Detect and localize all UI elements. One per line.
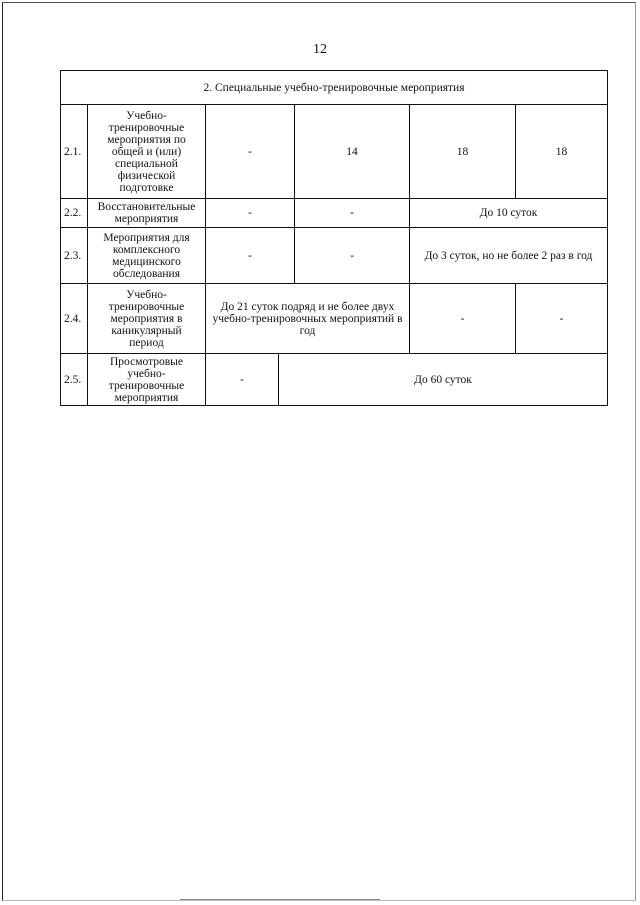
row-name: Просмотровые учебно-тренировочные мероприятия (88, 354, 206, 406)
table-row (61, 284, 608, 354)
row-number: 2.5. (61, 354, 88, 406)
row-name: Восстановительные мероприятия (88, 199, 206, 228)
cell-value: - (206, 105, 295, 199)
cell-value: - (206, 228, 295, 284)
section-header-row (61, 71, 608, 105)
bottom-edge-line (180, 899, 380, 900)
cell-value: До 21 суток подряд и не более двух учебно-тренировочных мероприятий в год (206, 284, 410, 354)
cell-value: 18 (410, 105, 516, 199)
cell-value: - (206, 354, 279, 406)
cell-value: - (410, 284, 516, 354)
cell-value: - (516, 284, 608, 354)
row-number: 2.4. (61, 284, 88, 354)
cell-value: 18 (516, 105, 608, 199)
row-number: 2.1. (61, 105, 88, 199)
cell-value: - (295, 228, 410, 284)
training-events-table (60, 70, 608, 406)
page-number: 12 (313, 42, 327, 57)
table-row (61, 228, 608, 284)
row-name: Мероприятия для комплексного медицинского обследования (88, 228, 206, 284)
cell-value: До 3 суток, но не более 2 раз в год (410, 228, 608, 284)
row-number: 2.2. (61, 199, 88, 228)
cell-value: До 10 суток (410, 199, 608, 228)
cell-value: - (295, 199, 410, 228)
row-number: 2.3. (61, 228, 88, 284)
table-row (61, 354, 608, 406)
cell-value: До 60 суток (279, 354, 608, 406)
cell-value: 14 (295, 105, 410, 199)
section-title: 2. Специальные учебно-тренировочные мероприятия (61, 71, 608, 105)
table-row (61, 199, 608, 228)
row-name: Учебно-тренировочные мероприятия по общей и (или) специальной физической подготовке (88, 105, 206, 199)
row-name: Учебно-тренировочные мероприятия в каникулярный период (88, 284, 206, 354)
table-row (61, 105, 608, 199)
cell-value: - (206, 199, 295, 228)
